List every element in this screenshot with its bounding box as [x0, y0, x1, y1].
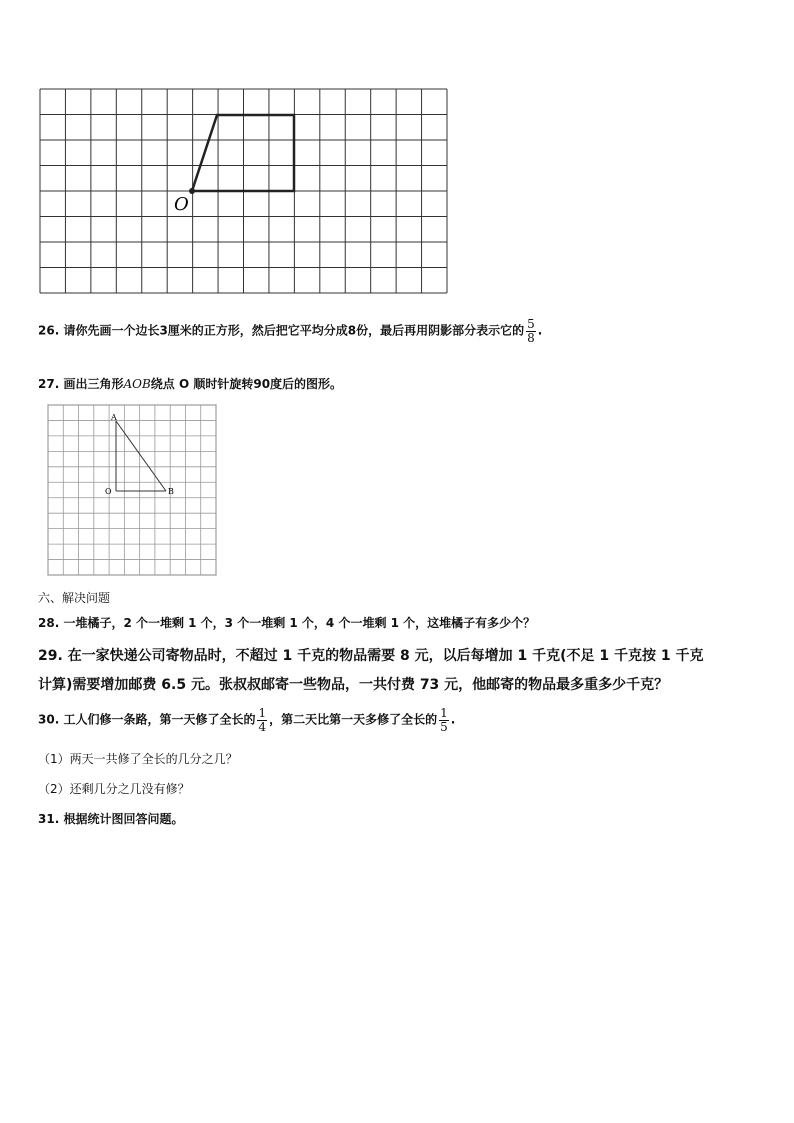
- question-26-text: 请你先画一个边长3厘米的正方形，然后把它平均分成8份，最后再用阴影部分表示它的: [63, 323, 525, 338]
- question-30-sub-1: （1）两天一共修了全长的几分之几？: [38, 752, 238, 766]
- question-28-text: 一堆橘子，2 个一堆剩 1 个，3 个一堆剩 1 个，4 个一堆剩 1 个，这堆橘子有多少个？: [63, 616, 536, 630]
- fraction-5-8: $\frac{5}{8}$: [527, 317, 535, 345]
- question-31-text: 根据统计图回答问题。: [63, 812, 184, 826]
- grid-figure-parallelogram: [38, 86, 450, 298]
- question-30: 30. 工人们修一条路，第一天修了全长的 $\frac{1}{4}$ ，第二天比第一天多修了全长的 $\frac{1}{5}$ .: [38, 706, 456, 734]
- question-28-number: 28.: [38, 616, 60, 630]
- fraction-1-4: $\frac{1}{4}$: [258, 706, 267, 734]
- question-30-sub-2: （2）还剩几分之几没有修？: [38, 782, 190, 796]
- fraction-1-5: $\frac{1}{5}$: [440, 706, 448, 734]
- grid-figure-triangle: [47, 404, 219, 578]
- point-o-label: O: [174, 194, 189, 215]
- question-31-number: 31.: [38, 812, 60, 826]
- question-29-line-2: 计算)需要增加邮费 6.5 元。张叔叔邮寄一些物品，一共付费 73 元，他邮寄的物品最多重多少千克？: [38, 677, 669, 693]
- section-heading: 六、解决问题: [38, 591, 111, 605]
- question-28: [38, 614, 535, 631]
- question-31: [38, 810, 183, 827]
- vertex-b-label: B: [168, 487, 174, 496]
- question-29-number: 29.: [38, 648, 63, 664]
- question-27: 27. 画出三角形AOB绕点 O 顺时针旋转90度后的图形。: [38, 377, 343, 391]
- point-o-dot: [189, 188, 195, 194]
- vertex-a-label: A: [111, 413, 117, 422]
- question-26: 26. 请你先画一个边长3厘米的正方形，然后把它平均分成8份，最后再用阴影部分表示它的 $\frac{5}{8}$ .: [38, 317, 543, 345]
- question-29-line-1: 29. 在一家快递公司寄物品时，不超过 1 千克的物品需要 8 元，以后每增加 1 千克(不足 1 千克按 1 千克: [38, 648, 704, 664]
- question-26-number: 26.: [38, 323, 60, 338]
- question-27-number: 27.: [38, 377, 60, 391]
- vertex-o-label: O: [105, 487, 112, 496]
- question-30-number: 30.: [38, 712, 60, 727]
